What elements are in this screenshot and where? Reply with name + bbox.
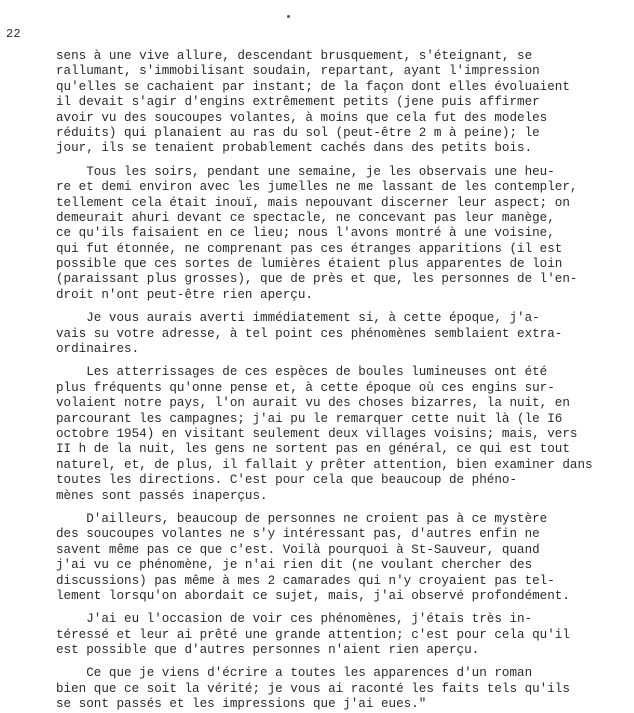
text-line: (paraissant plus grosses), que de près et que, les personnes de l'en- xyxy=(56,272,578,287)
paragraph-6 xyxy=(56,612,616,658)
paragraph-7 xyxy=(56,666,616,712)
text-line: jour, ils se tenaient probablement cachés dans des petits bois. xyxy=(56,141,533,156)
text-line: volaient notre pays, l'on aurait vu des choses bizarres, la nuit, en xyxy=(56,396,570,411)
text-line: ce qu'ils faisaient en ce lieu; nous l'avons montré à une voisine, xyxy=(56,226,555,241)
text-line: Les atterrissages de ces espèces de boules lumineuses ont été xyxy=(56,365,548,380)
text-line: j'ai vu ce phénomène, je n'ai rien dit (ne voulant chercher des xyxy=(56,558,533,573)
text-line: qui fut étonnée, ne comprenant pas ces étranges apparitions (il est xyxy=(56,241,563,256)
text-line: Je vous aurais averti immédiatement si, à cette époque, j'a- xyxy=(56,311,540,326)
text-line: plus fréquents qu'onne pense et, à cette époque où ces engins sur- xyxy=(56,380,555,395)
text-line: demeurait ahuri devant ce spectacle, ne concevant pas leur manège, xyxy=(56,210,555,225)
text-line: toutes les directions. C'est pour cela que beaucoup de phéno- xyxy=(56,473,518,488)
paragraph-5 xyxy=(56,512,616,604)
text-line: bien que ce soit la vérité; je vous ai raconté les faits tels qu'ils xyxy=(56,681,570,696)
text-line: discussions) pas même à mes 2 camarades qui n'y croyaient pas tel- xyxy=(56,573,555,588)
text-line: D'ailleurs, beaucoup de personnes ne croient pas à ce mystère xyxy=(56,511,548,526)
text-line: des soucoupes volantes ne s'y intéressant pas, d'autres enfin ne xyxy=(56,527,540,542)
text-line: lement lorsqu'on abordait ce sujet, mais, j'ai observé profondément. xyxy=(56,588,570,603)
text-line: ordinaires. xyxy=(56,342,140,357)
text-line: se sont passés et les impressions que j'ai eues." xyxy=(56,697,427,712)
paragraph-3 xyxy=(56,311,616,357)
text-line: Ce que je viens d'écrire a toutes les apparences d'un roman xyxy=(56,666,533,681)
text-line: Tous les soirs, pendant une semaine, je les observais une heu- xyxy=(56,164,555,179)
text-line: droit n'ont peut-être rien aperçu. xyxy=(56,287,313,302)
text-line: avoir vu des soucoupes volantes, à moins que cela fut des modeles xyxy=(56,110,548,125)
text-line: téressé et leur ai prêté une grande attention; c'est pour cela qu'il xyxy=(56,627,570,642)
text-line: II h de la nuit, les gens ne sortent pas en général, ce qui est tout xyxy=(56,442,570,457)
letter-body xyxy=(56,49,616,713)
ink-speck xyxy=(287,15,290,18)
text-line: parcourant les campagnes; j'ai pu le remarquer cette nuit là (le I6 xyxy=(56,411,563,426)
text-line: sens à une vive allure, descendant brusquement, s'éteignant, se xyxy=(56,49,533,63)
paragraph-2 xyxy=(56,165,616,304)
text-line: re et demi environ avec les jumelles ne me lassant de les contempler, xyxy=(56,180,578,195)
text-line: tellement cela était inouï, mais nepouvant discerner leur aspect; on xyxy=(56,195,570,210)
text-line: est possible que d'autres personnes n'aient rien aperçu. xyxy=(56,643,480,658)
text-line: possible que ces sortes de lumières étaient plus apparentes de loin xyxy=(56,257,563,272)
paragraph-1 xyxy=(56,49,616,157)
text-line: vais su votre adresse, à tel point ces phénomènes semblaient extra- xyxy=(56,326,563,341)
text-line: il devait s'agir d'engins extrêmement petits (jene puis affirmer xyxy=(56,95,540,110)
text-line: savent même pas ce que c'est. Voilà pourquoi à St-Sauveur, quand xyxy=(56,542,540,557)
paragraph-4 xyxy=(56,365,616,504)
text-line: réduits) qui planaient au ras du sol (peut-être 2 m à peine); le xyxy=(56,125,540,140)
text-line: qu'elles se cachaient par instant; de la façon dont elles évoluaient xyxy=(56,79,570,94)
text-line: naturel, et, de plus, il fallait y prêter attention, bien examiner dans xyxy=(56,457,593,472)
text-line: J'ai eu l'occasion de voir ces phénomènes, j'étais très in- xyxy=(56,612,533,627)
text-line: mènes sont passés inaperçus. xyxy=(56,488,268,503)
page-number: 22 xyxy=(6,27,21,41)
text-line: rallumant, s'immobilisant soudain, repartant, ayant l'impression xyxy=(56,64,540,79)
text-line: octobre 1954) en visitant seulement deux villages voisins; mais, vers xyxy=(56,426,578,441)
